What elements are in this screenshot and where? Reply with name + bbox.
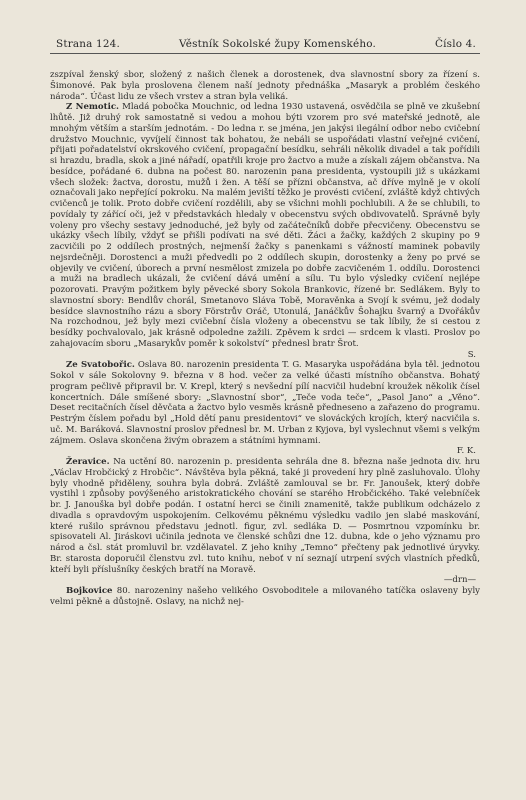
article-body xyxy=(50,70,480,608)
section-heading: Z Nemotic. xyxy=(66,102,119,113)
signature: —drn— xyxy=(443,575,476,586)
section-text: Oslava 80. narozenin presidenta T. G. Masaryka uspořádána byla těl. jednotou Sokol v sále Sokolovny 9. března v 8 hod. večer za velké účasti místního občanstva. Bohatý program pečlivě připravil br. V. Krepl, který s nevšední pílí nacvičil hudební kroužek několik čísel koncertních. Dále smíšené sbory: „Slavnostní sbor“, „Teče voda teče“, „Pasol Jano“ a „Věno“. Deset recitačních čísel děvčata a žactvo bylo vesměs krásně předneseno a zařazeno do programu. Pestrým číslem pořadu byl „Hold dětí panu presidentovi“ ve slováckých krojích, který nacvičila s. uč. M. Baráková. Slavnostní proslov přednesl br. M. Urban z Kyjova, byl vyslechnut všemi s velkým zájmem. Oslava skončena živým obrazem a státními hymnami. xyxy=(50,360,480,446)
signature-row xyxy=(50,350,480,361)
signature: S. xyxy=(467,349,476,360)
section-text: 80. narozeniny našeho velikého Osvoboditele a milovaného tatíčka oslaveny byly velmi pěkně a důstojně. Oslavy, na nichž nej- xyxy=(50,586,480,607)
section-nemotice xyxy=(50,102,480,349)
section-text: Na uctění 80. narozenin p. presidenta sehrála dne 8. března naše jednota div. hru „Václav Hrobčický z Hrobčic“. Návštěva byla pěkná, také ji provedení hry plně zasluhovalo. Úlohy byly vhodně přiděleny, souhra byla dobrá. Zvláště zamlouval se br. Fr. Janoušek, který dobře vystihl i způsoby povýšeného aristokratického chování se starého Hrobčického. Také velebníček br. J. Janouška byl dobře podán. I ostatní herci se činili znamenitě, takže publikum odcházelo z divadla s opravdovým uspokojením. Celkovému pěknému výsledku vadilo jen slabé maskování, které rušilo správnou představu jednotl. figur, zvl. sedláka D. — Posmrtnou vzpomínku br. spisovateli Al. Jiráskovi učinila jednota ve členské schůzi dne 12. dubna, kde o jeho významu pro národ a čsl. stát promluvil br. vzdělavatel. Z jeho knihy „Temno“ přečteny pak jednotlivé úryvky. Br. starosta doporučil členstvu zvl. tuto knihu, neboť v ní seznají utrpení svých vlastních předků, kteří byli příslušníky českých bratří na Moravě. xyxy=(50,457,480,575)
signature: F. K. xyxy=(456,446,476,457)
signature-row xyxy=(50,446,480,457)
intro-paragraph: zszpíval ženský sbor, složený z našich členek a dorostenek, dva slavnostní sbory za řízení s. Šimonové. Pak byla proslovena členem naší jednoty přednáška „Masaryk a problém českého národa“. Účast lidu ze všech vrstev a stran byla veliká. xyxy=(50,70,480,102)
publication-title: Věstník Sokolské župy Komenského. xyxy=(178,38,376,50)
page-number: Strana 124. xyxy=(56,38,120,50)
section-heading: Ze Svatobořic. xyxy=(66,360,135,371)
signature-row xyxy=(50,575,480,586)
section-svatoboric xyxy=(50,360,480,446)
issue-number: Číslo 4. xyxy=(434,38,476,50)
section-text: Mladá pobočka Mouchnic, od ledna 1930 ustavená, osvědčila se plně ve zkušební lhůtě. Již druhý rok samostatně si vedou a mohou býti vzorem pro své mateřské jednotě, ale mnohým větším a starším jednotám. - Do ledna r. se jména, jen jakýsi ilegální odbor nebo cvičební družstvo Mouchnic, vyvíjelí činnost tak bohatou, že nebáli se uspořádati vlastní veřejné cvičení, přijati pořadatelství okrskového cvičení, propagační besídku, sehráli několik divadel a tak pořídili si hrazdu, bradla, skok a jiné nářadí, opatřili kroje pro žactvo a muže a získali zájem občanstva. Na besídce, pořádané 6. dubna na počest 80. narozenin pana presidenta, vystoupili již s ukázkami všech složek: žactva, dorostu, mužů i žen. A těší se přízni občanstva, ač dříve mylně je v okolí označovali jako nepřející pokroku. Na malém jeviští těžko je provésti cvičení, zvláště když chtivých cvičenců je tolik. Proto dobře cvičení rozdělili, aby se všichni mohli pochlubili. A že se chlubili, to povídaly ty zářící oči, jež v představkách hledaly v obecenstvu svých obdivovatelů. Správně byly voleny pro všechy sestavy jednoduché, jež byly od začátečníků dobře přecvičeny. Obecenstvu se ukázky všech líbily, vždyť se přišli podívati na své děti. Žáci a žačky, každých 2 skupiny po 9 zacvičili po 2 oddílech prostných, nejmenší žačky s panenkami s vážností maminek pobavily nejsrdečněji. Dorostenci a muži předvedli po 2 oddílech skupin, dorostenky a ženy po prvé se objevily ve cvičení, úborech a první nesmělost zmizela po dobře zacvičeném 1. oddílu. Dorostenci a muži na bradlech ukázali, že cvičení dává umění a sílu. Tu bylo výsledky cvičení nejlépe pozorovati. Pravým požitkem byly pěvecké sbory Sokola Brankovic, řízené br. Sedlákem. Byly to slavnostní sbory: Bendlův chorál, Smetanovo Sláva Tobě, Moravěnka a Svojí k svému, jež dodaly besídce slavnostního rázu a sbory Förstrův Oráč, Utonulá, Janáčkův Šohajku švarný a Dvořákův Na rozchodnou, jež byly mezi cvičební čísla vloženy a obecenstvu se tak líbily, že si cestou z besídky pochvalovalo, jak krásně odpoledne zažili. Zpěvem k srdci — srdcem k vlasti. Proslov po zahajovacím sboru „Masarykův poměr k sokolství“ přednesl bratr Šrot. xyxy=(50,102,480,349)
section-heading: Žeravice. xyxy=(66,457,110,467)
section-bojkovice xyxy=(50,586,480,608)
section-zeravice xyxy=(50,457,480,575)
page-header xyxy=(50,38,480,54)
section-heading: Bojkovice xyxy=(66,586,113,596)
